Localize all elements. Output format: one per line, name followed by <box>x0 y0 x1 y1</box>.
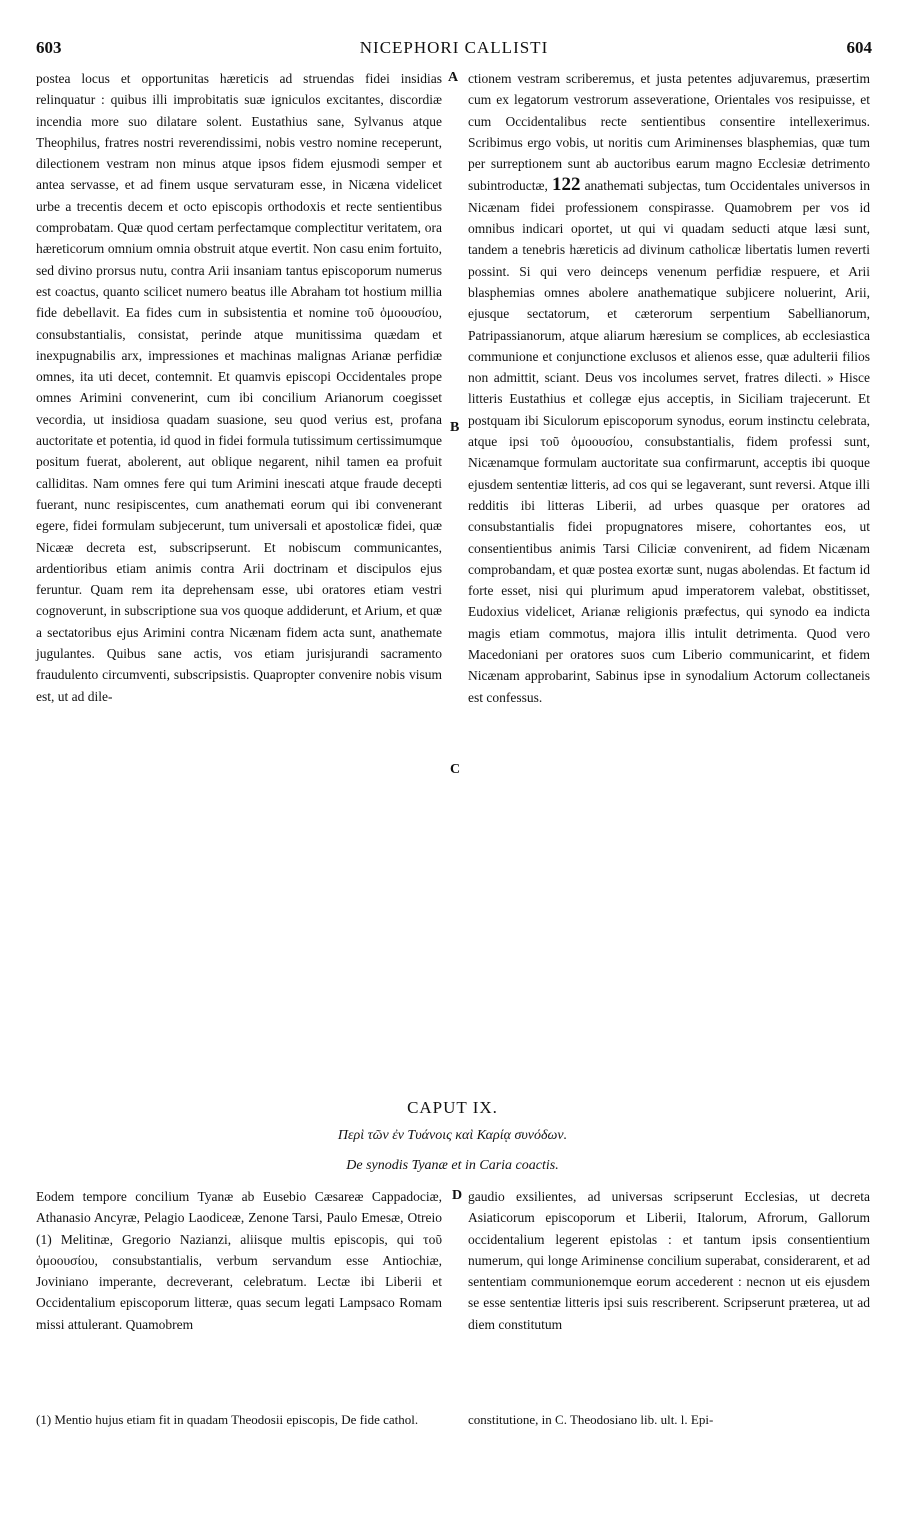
right-column-upper-text-b: anathemati subjectas, tum Occidentales universos in Nicænam fidei professionem conspirasse. Quamobrem per vos id omnibus indicari oportet, ut qui vi quadam seducti atque læsi sunt, tandem a tenebris hæreticis ad divinum catholicæ libertatis lumen reverti possint. Si qui vero deinceps venenum perfidiæ respuere, et Arii blasphemias omnes abolere anathematique subjicere noluerint, Arii, ejusque sectatorum, et cæterorum serpentium Sabellianorum, Patripassianorum, atque aliarum hæresium se complices, ab ecclesiastica communione et conjunctione exclusos et alienos esse, quæ adulterii filios non admittit, sciant. Deus vos incolumes servet, fratres dilecti. » Hisce litteris Eustathius et collegæ ejus acceptis, in Siciliam trajecerunt. Et postquam ibi Siculorum episcoporum synodus, eorum instinctu celebrata, atque ipsi τοῦ ὁμοουσίου, consubstantialis, fidem professi sunt, Nicænamque formulam auctoritate sua confirmarunt, acceptis ibi quoque ejusdem sententiæ litteris, ad cos qui se legaverant, sunt reversi. Atque illi redditis ibi litteras Liberii, ad urbes quasque per oratores ad consubstantialis fidei propugnatores misere, cohortantes eos, ut consentientibus animis Tarsi Ciliciæ convenirent, ad fidem Nicænam comprobandam, et quæ postea exortæ sunt, nugas abolendas. Et factum id forte esset, nisi qui plurimum apud imperatorem valebat, obstitisset, Eudoxius videlicet, Arianæ religionis præfectus, qui synodo ea indicta magis etiam commotus, majora illis intulit detrimenta. Quod vero Macedoniani per oratores suos cum Liberio communicarint, et fidem Nicænam approbarint, Sabinus ipse in synodalium Actorum collectaneis est confessus. <box>468 178 871 705</box>
right-column-upper-paragraph <box>468 68 870 708</box>
section-marker-a: A <box>448 70 459 85</box>
right-column-lower-text: gaudio exsilientes, ad universas scripserunt Ecclesias, ut decreta Asiaticorum episcoporum et Liberii, Italorum, Afrorum, Gallorum occidentalium legerent epistolas : et tantum ipsis consentientium numerum, qui longe Ariminense concilium superabat, considerarent, et ad sententiam communionemque eorum accederent : necnon ut eis ejusdem se esse sententiæ litteris ipsi suis rescriberent. Scripserunt præterea, ut ad diem constitutum <box>468 1189 870 1332</box>
running-title: NICEPHORI CALLISTI <box>359 38 549 57</box>
chapter-greek-subtitle: Περὶ τῶν ἐν Τυάνοις καὶ Καρίᾳ συνόδων. <box>337 1128 568 1143</box>
running-header <box>36 30 872 60</box>
section-marker-c: C <box>450 762 461 777</box>
chapter-latin-subtitle: De synodis Tyanæ et in Caria coactis. <box>346 1158 559 1173</box>
footnote-right: constitutione, in C. Theodosiano lib. ult. l. Epi- <box>468 1412 714 1427</box>
section-marker-d: D <box>452 1188 463 1203</box>
left-column-lower-text: Eodem tempore concilium Tyanæ ab Eusebio Cæsareæ Cappadociæ, Athanasio Ancyræ, Pelagio Laodiceæ, Zenone Tarsi, Paulo Emesæ, Otreio (1) Melitinæ, Gregorio Nazianzi, aliisque multis episcopis, qui τοῦ ὁμοουσίου, consubstantialis, verbum servandum esse Antiochiæ, Joviniano imperante, decreverant, celebratum. Lectæ ibi Liberii et Occidentalium episcoporum litteræ, quas secum legati Lampsaco Romam missi attulerant. Quamobrem <box>36 1189 442 1332</box>
page-number-left: 603 <box>36 38 62 57</box>
right-column-upper-text-a: ctionem vestram scriberemus, et justa petentes adjuvaremus, præsertim cum ex legatorum vestrorum asseveratione, Orientales vos resipuisse, et cum Occidentalibus recte sentientibus consentire intellexerimus. Scribimus ergo vobis, ut noritis cum Ariminenses blasphemias, quæ tum per surreptionem sunt ab auctoribus earum magno Ecclesiæ detrimento subintroductæ, <box>468 71 870 194</box>
left-column-lower <box>36 1186 442 1335</box>
right-column-upper <box>468 68 870 708</box>
section-marker-b: B <box>450 420 460 435</box>
right-column-lower <box>468 1186 870 1335</box>
left-column-upper-text: postea locus et opportunitas hæreticis ad struendas fidei insidias relinquatur : quibus illi improbitatis suæ igniculos excitantes, discordiæ incendia more suo dilatare solent. Eustathius sane, Sylvanus atque Theophilus, fratres nostri reverendissimi, nobis vestro nomine receperunt, dilectionem vestram non minus atque ipsos fidem ejusmodi semper et antea servasse, et ad finem usque servaturam esse, in Nicæna videlicet urbe a trecentis decem et octo episcopis orthodoxis et recte sentientibus comprobatam. Quæ quod certam perfectamque complectitur veritatem, ora hæreticorum omnium omnia obstruit atque evertit. Non casu enim fortuito, sed divino prorsus nutu, contra Arii insaniam tantus episcoporum numerus est coactus, quanto scilicet numero beatus ille Abraham tot hostium millia fide debellavit. Ea fides cum in subsistentia et nomine τοῦ ὁμοουσίου, consubstantialis, consistat, perinde atque munitissima quædam et inexpugnabilis arx, impressiones et machinas malignas Arianæ perfidiæ omnes, ita uti decet, contemnit. Et quamvis episcopi Occidentales prope omnes Arimini convenerint, cum ibi concilium Arianorum coegisset vecordia, ut insidiosa quadam suasione, seu quod verius est, profana auctoritate et potentia, id quod in fidei formula tutissimum certissimumque positum fuerat, abolerent, aut oblique negarent, nihil tamen ea profuit calliditas. Nam omnes fere qui tum Arimini inescati atque fraude decepti fuerant, nunc resipiscentes, cum anathemati eorum qui ibi convenerant egere, fidei formulam subjecerunt, tum universali et apostolicæ fidei, quæ Nicææ decreta est, subscripserunt. Et nobiscum communicantes, ardentioribus etiam animis contra Arii doctrinam et discipulos ejus feruntur. Quam rem ita deprehensam esse, ubi oratores etiam vestri cognoverunt, in subscriptione sua vos quoque addiderunt, et Arium, et quæ a sectatoribus ejus Arimini contra Nicænam fidem acta sunt, anathemate jugulantes. Quibus sane actis, vos etiam jurisjurandi sacramento fraudulento circumventi, subscripsistis. Quapropter convenire nobis visum est, ut ad dile- <box>36 71 442 704</box>
page-number-right: 604 <box>846 38 872 57</box>
left-column-upper <box>36 68 442 707</box>
footnote-left: (1) Mentio hujus etiam fit in quadam Theodosii episcopis, De fide cathol. <box>36 1412 419 1427</box>
chapter-title: CAPUT IX. <box>407 1098 498 1117</box>
margin-number: 122 <box>551 174 581 196</box>
